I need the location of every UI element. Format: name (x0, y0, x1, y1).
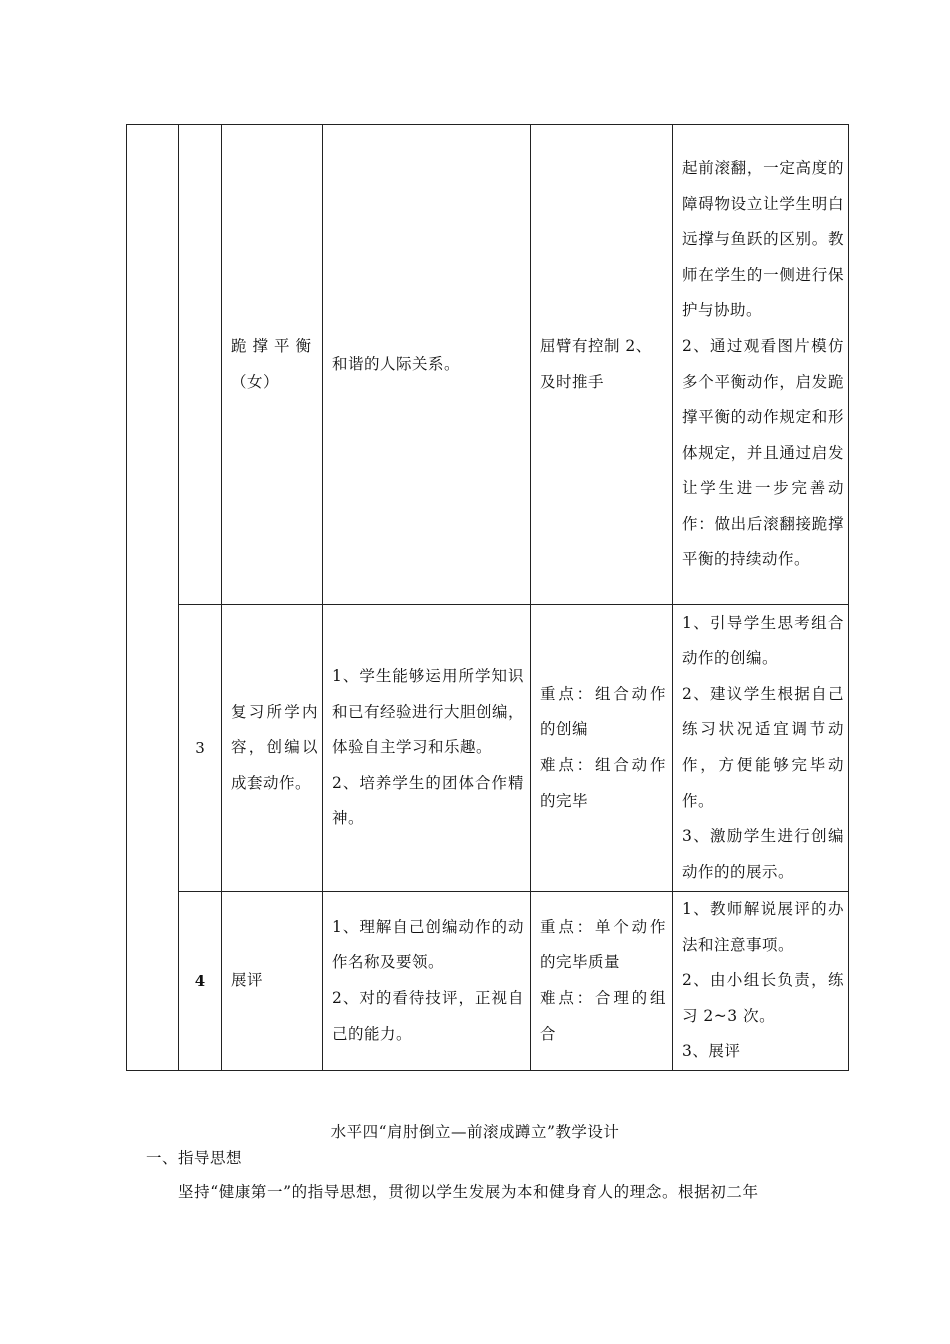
key-points-cell (531, 605, 673, 892)
key-points-text: 及时推手 (540, 372, 605, 391)
goal-text: 2、对的看待技评，正视自己的能力。 (332, 988, 524, 1043)
topic-text: （女） (231, 372, 280, 391)
goal-cell (323, 605, 531, 892)
row-number: 3 (179, 605, 222, 892)
method-text: 3、展评 (682, 1042, 741, 1061)
document-title: 水平四“肩肘倒立—前滚成蹲立”教学设计 (330, 1123, 620, 1141)
topic-cell (222, 892, 323, 1071)
lesson-plan-table (126, 124, 849, 1071)
topic-cell (222, 125, 323, 605)
key-points-cell (531, 125, 673, 605)
method-text: 1、教师解说展评的办法和注意事项。 (682, 900, 844, 954)
key-points-text: 难点：合理的组合 (540, 988, 666, 1043)
merged-stage-cell (127, 125, 179, 1071)
key-points-text: 屈臂有控制 2、 (540, 336, 652, 355)
body-paragraph: 坚持“健康第一”的指导思想，贯彻以学生发展为本和健身育人的理念。根据初二年 (178, 1183, 759, 1201)
table-row (127, 125, 849, 605)
section-heading: 一、指导思想 (146, 1149, 243, 1167)
topic-text: 展评 (231, 971, 264, 990)
goal-text: 1、理解自己创编动作的动作名称及要领。 (332, 917, 524, 972)
goal-cell (323, 892, 531, 1071)
method-cell (673, 605, 849, 892)
topic-text: 复习所学内容，创编以成套动作。 (231, 702, 318, 792)
key-points-text: 重点：组合动作的创编 (540, 684, 666, 739)
goal-text: 2、培养学生的团体合作精神。 (332, 773, 524, 828)
method-text: 1、引导学生思考组合动作的创编。 (682, 613, 844, 668)
table-row (127, 892, 849, 1071)
method-text: 2、由小组长负责，练习 2~3 次。 (682, 971, 844, 1025)
method-text: 起前滚翻，一定高度的障碍物设立让学生明白远撑与鱼跃的区别。教师在学生的一侧进行保护与协助。 (682, 158, 844, 320)
key-points-text: 重点：单个动作的完毕质量 (540, 917, 666, 972)
key-points-text: 难点：组合动作的完毕 (540, 756, 666, 810)
goal-text: 和谐的人际关系。 (332, 354, 461, 373)
topic-text: 跪撑平衡 (231, 336, 318, 355)
row-number: 4 (179, 892, 222, 1071)
row-number (179, 125, 222, 605)
method-text: 2、建议学生根据自己练习状况适宜调节动作，方便能够完毕动作。 (682, 684, 844, 810)
method-text: 3、激励学生进行创编动作的的展示。 (682, 827, 844, 881)
method-cell (673, 125, 849, 605)
goal-cell (323, 125, 531, 605)
key-points-cell (531, 892, 673, 1071)
topic-cell (222, 605, 323, 892)
method-text: 2、通过观看图片模仿多个平衡动作，启发跪撑平衡的动作规定和形体规定，并且通过启发让学生进一步完善动作：做出后滚翻接跪撑平衡的持续动作。 (682, 336, 844, 569)
table-row (127, 605, 849, 892)
method-cell (673, 892, 849, 1071)
goal-text: 1、学生能够运用所学知识和已有经验进行大胆创编，体验自主学习和乐趣。 (332, 667, 525, 757)
